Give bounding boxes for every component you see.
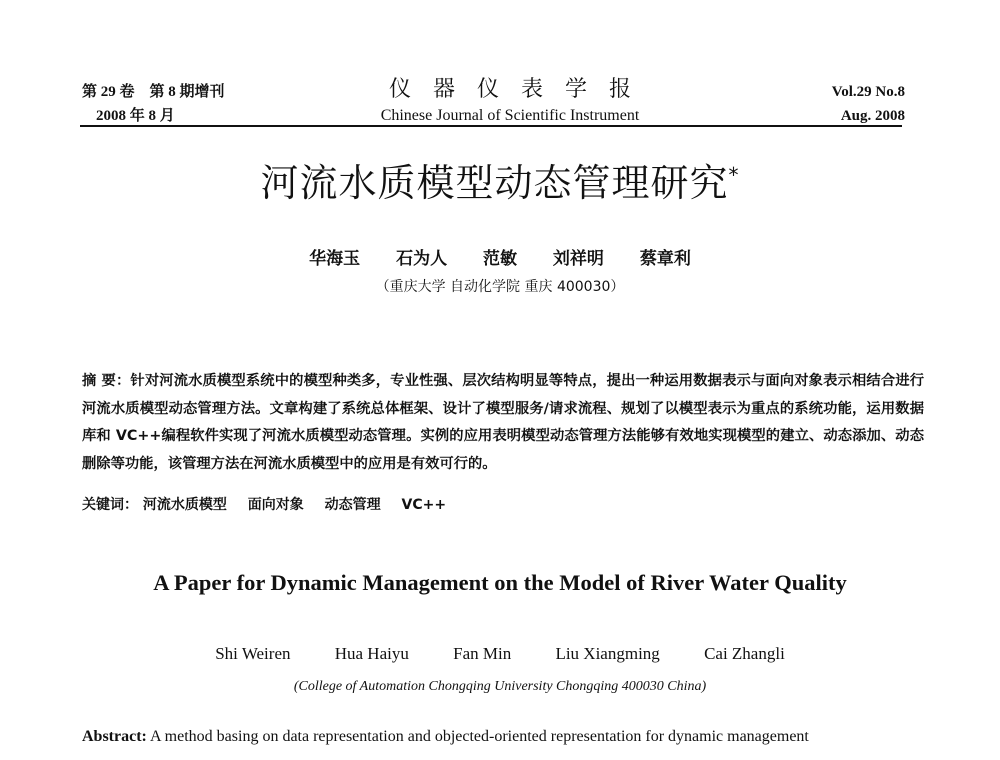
volume-issue-cn: 第 29 卷 第 8 期增刊: [82, 84, 225, 100]
author-en: Cai Zhangli: [704, 644, 785, 663]
affiliation-en: (College of Automation Chongqing University Chongqing 400030 China): [293, 679, 707, 694]
abstract-en: [82, 728, 942, 746]
author-cn: 蔡章利: [639, 249, 691, 269]
keywords-cn: [82, 494, 462, 514]
header-rule: [80, 125, 902, 127]
paper-title-en: A Paper for Dynamic Management on the Model of River Water Quality: [153, 570, 847, 595]
author-en: Liu Xiangming: [555, 644, 660, 663]
author-en: Shi Weiren: [215, 644, 291, 663]
author-en: Fan Min: [453, 644, 512, 663]
footnote-mark: *: [728, 163, 740, 187]
author-cn: 范敏: [483, 249, 517, 269]
journal-name-en: Chinese Journal of Scientific Instrument: [380, 107, 640, 124]
keywords-cn-label: 关键词：: [82, 497, 138, 513]
author-cn: 刘祥明: [552, 249, 604, 269]
volume-issue-en: Vol.29 No.8: [831, 84, 905, 100]
date-cn: 2008 年 8 月: [96, 108, 175, 124]
keyword: 河流水质模型: [142, 497, 227, 513]
abstract-en-label: Abstract:: [82, 728, 147, 745]
keyword: 动态管理: [324, 497, 381, 513]
abstract-cn-text: 针对河流水质模型系统中的模型种类多，专业性强、层次结构明显等特点，提出一种运用数据表示与面向对象表示相结合进行河流水质模型动态管理方法。文章构建了系统总体框架、设计了模型服务/请求流程、规划了以模型表示为重点的系统功能，运用数据库和 VC++编程软件实现了河流水质模型动态管理。实例的应用表明模型动态管理方法能够有效地实现模型的建立、动态添加、动态删除等功能，该管理方法在河流水质模型中的应用是有效可行的。: [82, 373, 924, 472]
journal-name-cn: 仪器仪表学报: [388, 77, 653, 102]
keyword: 面向对象: [247, 497, 304, 513]
authors-en: [0, 644, 1000, 664]
abstract-en-text: A method basing on data representation and objected-oriented representation for dynamic management: [150, 728, 809, 745]
journal-name: [340, 76, 680, 126]
title-cn-text: 河流水质模型动态管理研究: [260, 161, 729, 205]
keyword: VC++: [401, 497, 447, 513]
date-en: Aug. 2008: [840, 108, 905, 124]
author-en: Hua Haiyu: [334, 644, 409, 663]
header-right: [832, 80, 905, 128]
author-cn: 石为人: [396, 249, 448, 269]
paper-title-cn: [0, 152, 1000, 207]
authors-cn: [0, 244, 1000, 269]
affiliation-cn: （重庆大学 自动化学院 重庆 400030）: [375, 279, 625, 295]
abstract-cn: [82, 368, 924, 478]
header-left: [82, 80, 225, 128]
author-cn: 华海玉: [309, 249, 361, 269]
abstract-cn-label: 摘 要：: [82, 373, 131, 389]
